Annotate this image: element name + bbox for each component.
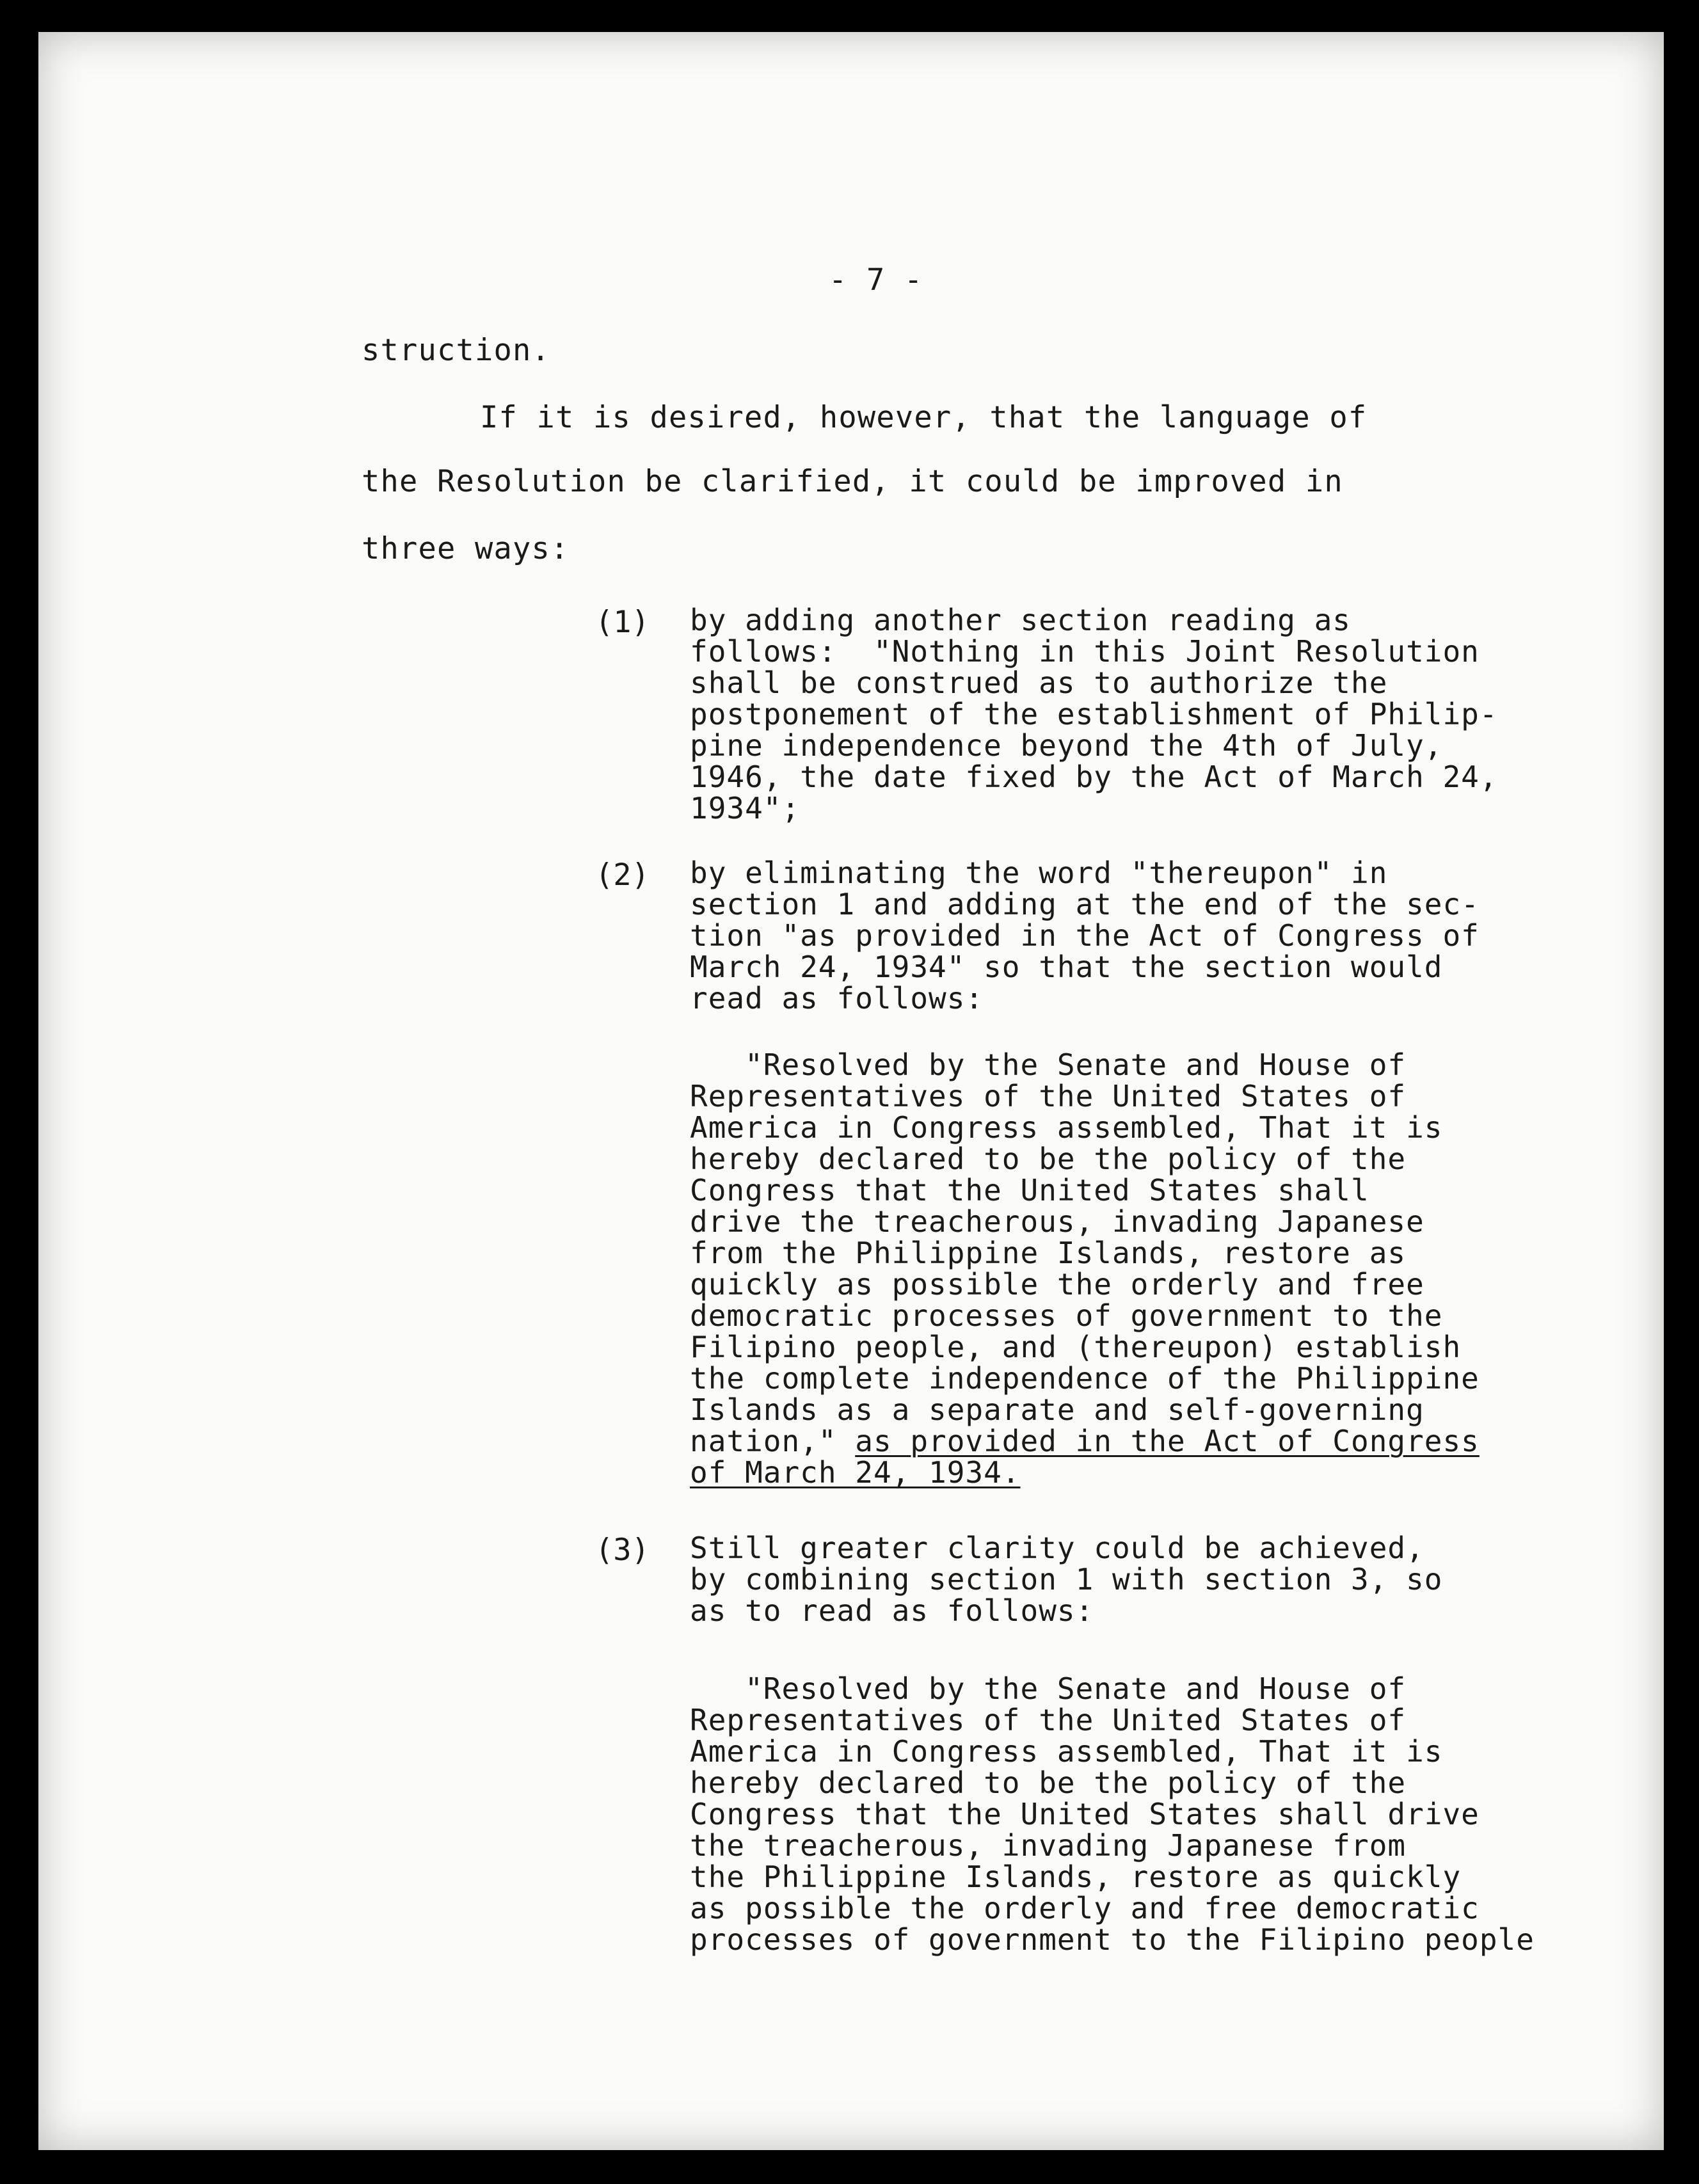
text-line: follows: "Nothing in this Joint Resolution bbox=[690, 634, 1480, 669]
intro-first-line: struction. bbox=[362, 333, 550, 368]
quote-line: as possible the orderly and free democratic bbox=[690, 1891, 1480, 1925]
quote-line: drive the treacherous, invading Japanese bbox=[690, 1204, 1424, 1239]
quote-line: Filipino people, and (thereupon) establish bbox=[690, 1330, 1462, 1364]
quote-line: quickly as possible the orderly and free bbox=[690, 1267, 1424, 1302]
document-page bbox=[38, 32, 1664, 2150]
text-line: tion "as provided in the Act of Congress of bbox=[690, 918, 1480, 953]
intro-line: three ways: bbox=[362, 531, 570, 566]
quote-line: Representatives of the United States of bbox=[690, 1703, 1407, 1737]
quote-line: America in Congress assembled, That it is bbox=[690, 1110, 1443, 1145]
text-line: pine independence beyond the 4th of July, bbox=[690, 728, 1443, 763]
item-3-quote bbox=[690, 1673, 1535, 1956]
item-number: (3) bbox=[595, 1533, 650, 1568]
text-line: by combining section 1 with section 3, so bbox=[690, 1562, 1443, 1597]
text-line: by adding another section reading as bbox=[690, 603, 1351, 637]
text-line: 1946, the date fixed by the Act of March 24, bbox=[690, 760, 1498, 794]
quote-line: hereby declared to be the policy of the bbox=[690, 1142, 1407, 1176]
text-line: postponement of the establishment of Philip- bbox=[690, 697, 1498, 731]
quote-line: America in Congress assembled, That it is bbox=[690, 1734, 1443, 1769]
quote-line: Representatives of the United States of bbox=[690, 1079, 1407, 1113]
text-line: by eliminating the word "thereupon" in bbox=[690, 856, 1388, 890]
item-3-text bbox=[690, 1533, 1442, 1627]
intro-line: the Resolution be clarified, it could be improved in bbox=[362, 464, 1343, 499]
quote-line: "Resolved by the Senate and House of bbox=[690, 1048, 1407, 1082]
quote-line: processes of government to the Filipino people bbox=[690, 1922, 1535, 1957]
text-line: March 24, 1934" so that the section would bbox=[690, 950, 1443, 984]
quote-line: the treacherous, invading Japanese from bbox=[690, 1828, 1407, 1863]
text-line: Still greater clarity could be achieved, bbox=[690, 1531, 1424, 1565]
underlined-amendment: as provided in the Act of Congress bbox=[855, 1424, 1480, 1458]
quote-plain-segment: nation," bbox=[690, 1424, 856, 1458]
text-line: shall be construed as to authorize the bbox=[690, 666, 1388, 700]
quote-line: Congress that the United States shall bbox=[690, 1173, 1369, 1208]
intro-line: If it is desired, however, that the language of bbox=[480, 400, 1368, 435]
item-2-text bbox=[690, 857, 1480, 1014]
text-line: 1934"; bbox=[690, 791, 801, 825]
text-line: section 1 and adding at the end of the sec- bbox=[690, 887, 1480, 921]
item-number: (1) bbox=[595, 605, 650, 640]
item-number: (2) bbox=[595, 857, 650, 893]
text-line: as to read as follows: bbox=[690, 1593, 1094, 1628]
quote-line: from the Philippine Islands, restore as bbox=[690, 1236, 1407, 1270]
quote-line: "Resolved by the Senate and House of bbox=[690, 1671, 1407, 1706]
quote-line: hereby declared to be the policy of the bbox=[690, 1766, 1407, 1800]
quote-line: Congress that the United States shall drive bbox=[690, 1797, 1480, 1831]
page-number: - 7 - bbox=[829, 262, 923, 298]
underlined-amendment: of March 24, 1934. bbox=[690, 1455, 1021, 1490]
item-1-text bbox=[690, 605, 1498, 824]
quote-line-mixed bbox=[690, 1426, 1480, 1457]
quote-line: the Philippine Islands, restore as quickly bbox=[690, 1860, 1462, 1894]
quote-line: Islands as a separate and self-governing bbox=[690, 1392, 1424, 1427]
quote-line: democratic processes of government to the bbox=[690, 1298, 1443, 1333]
quote-line: the complete independence of the Philippine bbox=[690, 1361, 1480, 1396]
item-2-quote bbox=[690, 1049, 1480, 1488]
text-line: read as follows: bbox=[690, 981, 984, 1016]
